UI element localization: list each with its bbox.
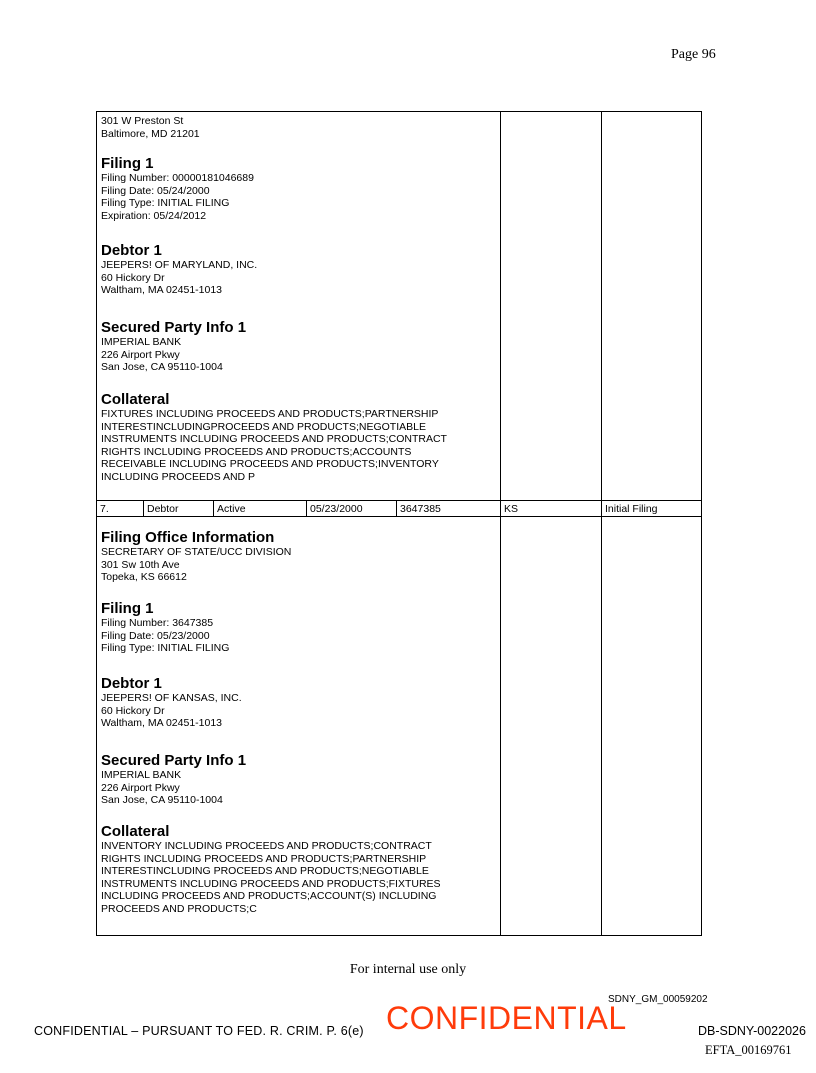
collateral-line: PROCEEDS AND PRODUCTS;C [101, 902, 257, 915]
debtor-street: 60 Hickory Dr [101, 271, 165, 284]
secured-party-city: San Jose, CA 95110-1004 [101, 794, 223, 806]
collateral-line: INSTRUMENTS INCLUDING PROCEEDS AND PRODUCTS;FIXTURES [101, 877, 441, 890]
filing-office-name: SECRETARY OF STATE/UCC DIVISION [101, 546, 292, 558]
filing-number: Filing Number: 3647385 [101, 617, 214, 629]
collateral-line: RECEIVABLE INCLUDING PROCEEDS AND PRODUCTS;INVENTORY [101, 458, 439, 470]
column-divider [601, 112, 602, 935]
filing-heading: Filing 1 [101, 155, 154, 172]
filing-office-street: 301 Sw 10th Ave [101, 558, 180, 571]
filing-heading: Filing 1 [101, 600, 154, 617]
collateral-line: INCLUDING PROCEEDS AND P [101, 470, 256, 483]
filing-date: Filing Date: 05/23/2000 [101, 629, 210, 642]
collateral-block [101, 824, 497, 915]
debtor-name: JEEPERS! OF MARYLAND, INC. [101, 259, 258, 271]
row-filing-number: 3647385 [400, 503, 441, 515]
debtor-block [101, 243, 497, 297]
filing-expiration: Expiration: 05/24/2012 [101, 209, 207, 222]
collateral-heading: Collateral [101, 823, 170, 840]
collateral-heading: Collateral [101, 391, 170, 408]
column-divider [500, 112, 501, 935]
filing-block [101, 156, 497, 222]
filing-office-heading: Filing Office Information [101, 529, 275, 546]
collateral-line: FIXTURES INCLUDING PROCEEDS AND PRODUCTS;PARTNERSHIP [101, 408, 439, 420]
address-block [101, 115, 497, 140]
filing-office-city: Topeka, KS 66612 [101, 571, 187, 583]
address-line: Baltimore, MD 21201 [101, 127, 200, 140]
row-role: Debtor [147, 503, 179, 515]
filing-type: Filing Type: INITIAL FILING [101, 642, 230, 654]
address-line: 301 W Preston St [101, 115, 184, 127]
row-cell-divider [143, 500, 144, 517]
page-number: Page 96 [671, 47, 716, 62]
collateral-line: INTERESTINCLUDING PROCEEDS AND PRODUCTS;NEGOTIABLE [101, 865, 429, 877]
filing-date: Filing Date: 05/24/2000 [101, 184, 210, 197]
row-divider [97, 516, 701, 517]
secured-party-heading: Secured Party Info 1 [101, 752, 247, 769]
filing-office-block [101, 530, 497, 584]
secured-party-street: 226 Airport Pkwy [101, 348, 180, 361]
debtor-city: Waltham, MA 02451-1013 [101, 284, 223, 296]
secured-party-name: IMPERIAL BANK [101, 336, 182, 348]
row-cell-divider [306, 500, 307, 517]
debtor-city: Waltham, MA 02451-1013 [101, 717, 223, 729]
collateral-line: INVENTORY INCLUDING PROCEEDS AND PRODUCTS;CONTRACT [101, 840, 432, 852]
secured-party-block [101, 753, 497, 807]
bates-number-small: SDNY_GM_00059202 [608, 994, 708, 1005]
secured-party-city: San Jose, CA 95110-1004 [101, 361, 223, 373]
secured-party-name: IMPERIAL BANK [101, 769, 182, 781]
row-status: Active [217, 503, 246, 515]
debtor-block [101, 676, 497, 730]
filing-number: Filing Number: 00000181046689 [101, 172, 254, 184]
internal-use-notice: For internal use only [349, 962, 467, 977]
row-filing-type: Initial Filing [605, 503, 658, 515]
confidential-stamp: CONFIDENTIAL [386, 1000, 627, 1036]
row-cell-divider [213, 500, 214, 517]
row-cell-divider [396, 500, 397, 517]
secured-party-street: 226 Airport Pkwy [101, 781, 180, 794]
collateral-line: INSTRUMENTS INCLUDING PROCEEDS AND PRODUCTS;CONTRACT [101, 433, 447, 445]
confidential-notice: CONFIDENTIAL – PURSUANT TO FED. R. CRIM. P. 6(e) [34, 1024, 364, 1038]
debtor-heading: Debtor 1 [101, 242, 162, 259]
collateral-line: RIGHTS INCLUDING PROCEEDS AND PRODUCTS;ACCOUNTS [101, 445, 412, 458]
secured-party-heading: Secured Party Info 1 [101, 319, 247, 336]
secured-party-block [101, 320, 497, 374]
collateral-line: INCLUDING PROCEEDS AND PRODUCTS;ACCOUNT(S) INCLUDING [101, 890, 437, 902]
row-divider [97, 500, 701, 501]
collateral-line: INTERESTINCLUDINGPROCEEDS AND PRODUCTS;NEGOTIABLE [101, 420, 426, 433]
row-number: 7. [100, 503, 109, 515]
row-date: 05/23/2000 [310, 503, 363, 515]
collateral-line: RIGHTS INCLUDING PROCEEDS AND PRODUCTS;PARTNERSHIP [101, 852, 427, 865]
debtor-name: JEEPERS! OF KANSAS, INC. [101, 692, 242, 704]
filing-block [101, 601, 497, 655]
records-table [96, 111, 702, 936]
debtor-heading: Debtor 1 [101, 675, 162, 692]
filing-type: Filing Type: INITIAL FILING [101, 197, 230, 209]
debtor-street: 60 Hickory Dr [101, 704, 165, 717]
row-state: KS [504, 503, 519, 515]
collateral-block [101, 392, 497, 483]
bates-number: DB-SDNY-0022026 [698, 1024, 806, 1038]
efta-number: EFTA_00169761 [705, 1043, 792, 1057]
